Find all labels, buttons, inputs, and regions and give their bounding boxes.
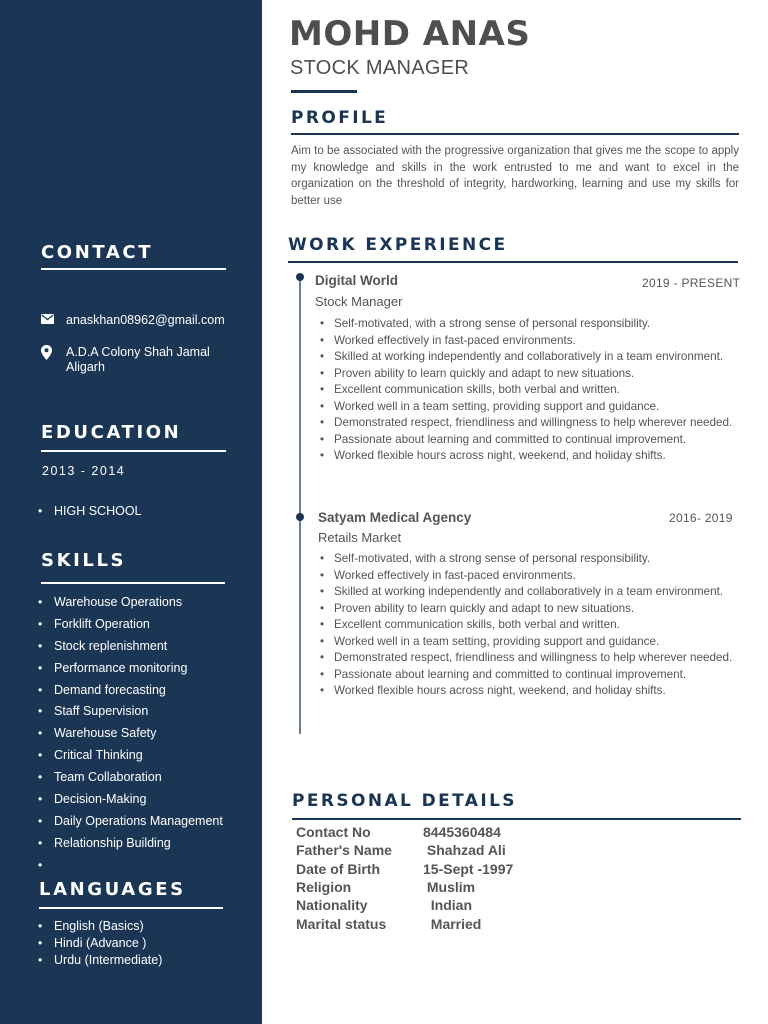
skills-heading: SKILLS	[41, 550, 127, 571]
personal-label: Father's Name	[296, 842, 392, 859]
personal-heading: PERSONAL DETAILS	[292, 791, 517, 811]
timeline-line	[299, 278, 301, 734]
personal-label: Contact No	[296, 824, 371, 841]
skill-item: • Warehouse Operations	[38, 593, 223, 615]
candidate-role: STOCK MANAGER	[290, 57, 470, 79]
language-item: • English (Basics)	[38, 918, 162, 935]
profile-text: Aim to be associated with the progressive organization that gives me the scope to apply my knowledge and skills in the work entrusted to me and want to excel in the organization on the threshold of integrity, hardworking, learning and use my skills for better use	[291, 145, 739, 207]
personal-value: Muslim	[423, 879, 476, 896]
education-list	[38, 504, 142, 518]
personal-row	[296, 841, 513, 859]
location-pin-icon	[41, 345, 55, 363]
skills-divider	[41, 582, 225, 584]
address-line-2: Aligarh	[66, 359, 105, 374]
job-dates: 2019 - PRESENT	[642, 276, 741, 290]
contact-email[interactable]	[41, 313, 225, 327]
personal-row	[296, 914, 513, 932]
personal-divider	[292, 818, 741, 820]
job-bullets	[318, 316, 750, 465]
job-title: Retails Market	[318, 530, 402, 545]
skills-list	[38, 593, 223, 878]
skill-item: • Team Collaboration	[38, 768, 223, 790]
education-item: • HIGH SCHOOL	[38, 504, 142, 518]
job-bullet: • Worked well in a team setting, providing support and guidance.	[318, 399, 750, 416]
profile-heading: PROFILE	[291, 108, 389, 128]
contact-heading: CONTACT	[41, 242, 154, 263]
job-bullet: • Passionate about learning and committed to continual improvement.	[318, 432, 750, 449]
skill-item: • Daily Operations Management	[38, 812, 223, 834]
address-line-1: A.D.A Colony Shah Jamal	[66, 345, 210, 359]
experience-divider	[288, 261, 738, 263]
profile-divider	[291, 133, 739, 135]
skill-item: • Forklift Operation	[38, 615, 223, 637]
skill-item: • Performance monitoring	[38, 659, 223, 681]
education-years: 2013 - 2014	[42, 464, 126, 478]
job-company: Digital World	[315, 273, 398, 288]
job-bullet: • Demonstrated respect, friendliness and willingness to help wherever needed.	[318, 650, 738, 667]
personal-details-table	[296, 823, 513, 933]
skill-item: • Warehouse Safety	[38, 724, 223, 746]
job-bullet: • Excellent communication skills, both verbal and written.	[318, 617, 738, 634]
job-bullet: • Worked well in a team setting, providing support and guidance.	[318, 634, 738, 651]
language-item: • Urdu (Intermediate)	[38, 952, 162, 969]
personal-row	[296, 860, 513, 878]
skill-item: • Relationship Building	[38, 834, 223, 856]
sidebar	[0, 0, 262, 1024]
language-item: • Hindi (Advance )	[38, 935, 162, 952]
candidate-name: MOHD ANAS	[289, 14, 531, 54]
job-bullet: • Skilled at working independently and collaboratively in a team environment.	[318, 349, 750, 366]
job-bullet: • Excellent communication skills, both verbal and written.	[318, 382, 750, 399]
personal-label: Marital status	[296, 915, 387, 932]
education-heading: EDUCATION	[41, 422, 182, 443]
timeline-dot	[296, 273, 304, 281]
personal-row	[296, 823, 513, 841]
role-underline	[291, 90, 357, 93]
job-bullets	[318, 551, 738, 700]
job-bullet: • Skilled at working independently and collaboratively in a team environment.	[318, 584, 738, 601]
personal-label: Date of Birth	[296, 860, 380, 877]
personal-row	[296, 878, 513, 896]
personal-value: Indian	[423, 897, 472, 914]
skill-item: • Critical Thinking	[38, 746, 223, 768]
skill-item: • Demand forecasting	[38, 681, 223, 703]
envelope-icon	[41, 313, 55, 327]
personal-label: Nationality	[296, 897, 368, 914]
job-bullet: • Worked flexible hours across night, weekend, and holiday shifts.	[318, 683, 738, 700]
email-text: anaskhan08962@gmail.com	[66, 313, 225, 327]
timeline-dot	[296, 513, 304, 521]
languages-heading: LANGUAGES	[39, 879, 186, 900]
education-divider	[41, 450, 226, 452]
contact-address	[41, 345, 210, 374]
personal-row	[296, 896, 513, 914]
job-bullet: • Passionate about learning and committed to continual improvement.	[318, 667, 738, 684]
personal-value: 8445360484	[423, 824, 501, 841]
personal-label: Religion	[296, 879, 352, 896]
skill-item: • Decision-Making	[38, 790, 223, 812]
job-bullet: • Self-motivated, with a strong sense of personal responsibility.	[318, 316, 750, 333]
job-title: Stock Manager	[315, 294, 403, 309]
contact-divider	[41, 268, 226, 270]
languages-divider	[39, 907, 223, 909]
job-bullet: • Demonstrated respect, friendliness and willingness to help wherever needed.	[318, 415, 750, 432]
job-bullet: • Self-motivated, with a strong sense of personal responsibility.	[318, 551, 738, 568]
job-bullet: • Proven ability to learn quickly and adapt to new situations.	[318, 601, 738, 618]
job-bullet: • Proven ability to learn quickly and adapt to new situations.	[318, 366, 750, 383]
languages-list	[38, 918, 162, 968]
job-dates: 2016- 2019	[669, 511, 733, 525]
skill-item-empty	[38, 856, 223, 878]
personal-value: 15-Sept -1997	[423, 860, 514, 877]
personal-value: Married	[423, 915, 482, 932]
job-company: Satyam Medical Agency	[318, 510, 472, 525]
job-bullet: • Worked effectively in fast-paced environments.	[318, 333, 750, 350]
experience-heading: WORK EXPERIENCE	[288, 235, 508, 255]
skill-item: • Stock replenishment	[38, 637, 223, 659]
personal-value: Shahzad Ali	[423, 842, 506, 859]
job-bullet: • Worked flexible hours across night, weekend, and holiday shifts.	[318, 448, 750, 465]
skill-item: • Staff Supervision	[38, 702, 223, 724]
job-bullet: • Worked effectively in fast-paced environments.	[318, 568, 738, 585]
